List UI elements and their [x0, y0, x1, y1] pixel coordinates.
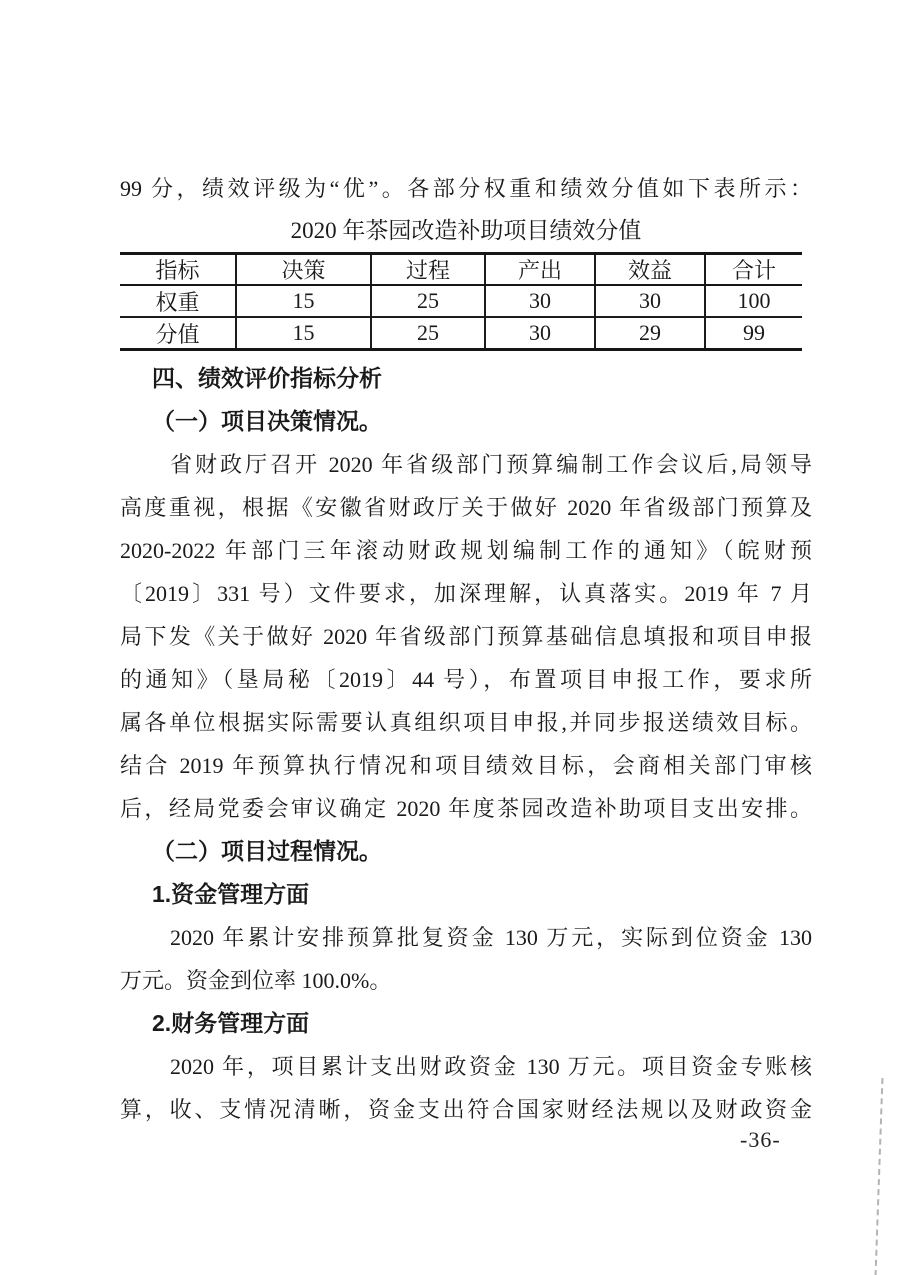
subsection-heading-finance: 2.财务管理方面 — [152, 1010, 310, 1036]
body-line: 高度重视，根据《安徽省财政厅关于做好 2020 年省级部门预算及 — [120, 495, 812, 520]
body-line: 2020 年，项目累计支出财政资金 130 万元。项目资金专账核 — [170, 1054, 812, 1079]
body-line: 〔2019〕331 号）文件要求，加深理解，认真落实。2019 年 7 月 — [120, 581, 812, 606]
table-header-cell: 过程 — [372, 255, 486, 284]
table-header-cell: 合计 — [731, 258, 776, 283]
page-number: -36- — [740, 1127, 781, 1152]
table-row-weight — [120, 286, 802, 318]
body-line: 万元。资金到位率 100.0%。 — [120, 968, 392, 993]
body-line: 算，收、支情况清晰，资金支出符合国家财经法规以及财政资金 — [120, 1097, 812, 1122]
table-header-cell: 决策 — [237, 255, 372, 284]
page-content — [120, 168, 812, 1131]
table-row-score — [120, 318, 802, 348]
table-title: 2020 年茶园改造补助项目绩效分值 — [290, 218, 642, 243]
body-line: 2020-2022 年部门三年滚动财政规划编制工作的通知》（皖财预 — [120, 538, 812, 563]
table-value-cell: 25 — [372, 286, 486, 316]
subsection-heading-fund: 1.资金管理方面 — [152, 881, 310, 907]
table-value-cell: 15 — [237, 286, 372, 316]
row-label-cell: 分值 — [120, 318, 237, 348]
body-line: 局下发《关于做好 2020 年省级部门预算基础信息填报和项目申报 — [120, 624, 812, 649]
section-heading-analysis: 四、绩效评价指标分析 — [152, 365, 382, 391]
body-line: 属各单位根据实际需要认真组织项目申报,并同步报送绩效目标。 — [120, 710, 812, 735]
table-value-cell: 30 — [486, 318, 596, 348]
body-line: 后，经局党委会审议确定 2020 年度茶园改造补助项目支出安排。 — [120, 796, 812, 821]
table-header-row — [120, 255, 802, 286]
body-line: 的通知》（垦局秘〔2019〕44 号），布置项目申报工作，要求所 — [120, 667, 812, 692]
table-value-cell: 99 — [743, 320, 765, 345]
subsection-heading-process: （二）项目过程情况。 — [152, 838, 382, 864]
table-header-cell: 指标 — [120, 255, 237, 284]
table-header-cell: 效益 — [596, 255, 706, 284]
performance-score-table — [120, 252, 802, 351]
table-value-cell: 30 — [596, 286, 706, 316]
intro-line: 99 分，绩效评级为“优”。各部分权重和绩效分值如下表所示： — [120, 176, 812, 201]
body-line: 2020 年累计安排预算批复资金 130 万元，实际到位资金 130 — [170, 925, 812, 950]
table-value-cell: 25 — [372, 318, 486, 348]
row-label-cell: 权重 — [120, 286, 237, 316]
table-header-cell: 产出 — [486, 255, 596, 284]
scan-artifact-dashed-line — [875, 1078, 884, 1275]
table-value-cell: 29 — [596, 318, 706, 348]
table-value-cell: 15 — [237, 318, 372, 348]
subsection-heading-decision: （一）项目决策情况。 — [152, 408, 382, 434]
table-value-cell: 30 — [486, 286, 596, 316]
body-line: 结合 2019 年预算执行情况和项目绩效目标，会商相关部门审核 — [120, 753, 812, 778]
table-value-cell: 100 — [737, 288, 771, 313]
body-line: 省财政厅召开 2020 年省级部门预算编制工作会议后,局领导 — [170, 452, 812, 477]
